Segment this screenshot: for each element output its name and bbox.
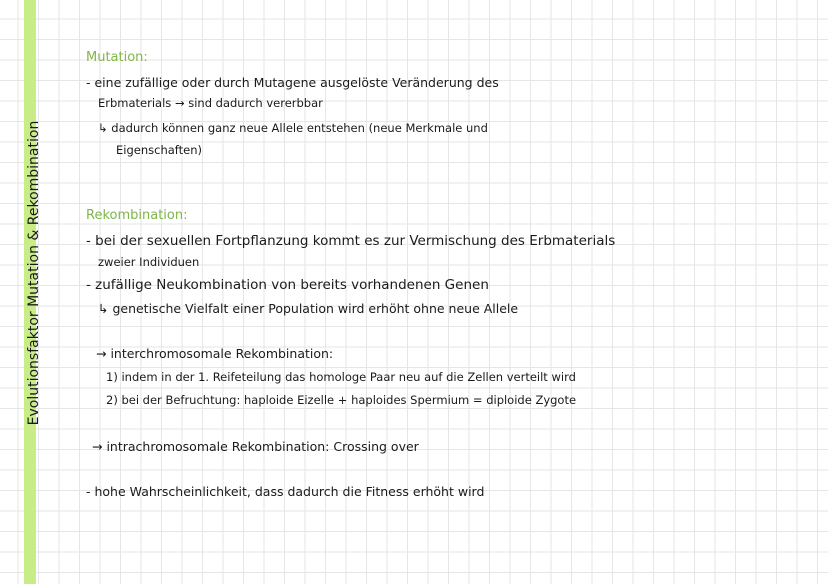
mutation-line: Erbmaterials → sind dadurch vererbbar [98,96,323,110]
mutation-line: ↳ dadurch können ganz neue Allele entstehen (neue Merkmale und [98,121,488,135]
mutation-line: - eine zufällige oder durch Mutagene ausgelöste Veränderung des [86,75,499,90]
rekombination-line: → interchromosomale Rekombination: [96,346,334,361]
mutation-heading: Mutation: [86,50,148,65]
rekombination-line: ↳ genetische Vielfalt einer Population wird erhöht ohne neue Allele [98,301,519,316]
rekombination-line: - bei der sexuellen Fortpflanzung kommt es zur Vermischung des Erbmaterials [86,233,616,249]
rekombination-line: 2) bei der Befruchtung: haploide Eizelle + haploides Spermium = diploide Zygote [106,393,577,407]
rekombination-line: zweier Individuen [98,255,200,269]
rekombination-heading: Rekombination: [86,208,188,223]
mutation-line: Eigenschaften) [116,143,202,157]
rekombination-line: 1) indem in der 1. Reifeteilung das homologe Paar neu auf die Zellen verteilt wird [106,370,576,384]
rekombination-line: - zufällige Neukombination von bereits vorhandenen Genen [86,277,489,293]
rekombination-line: → intrachromosomale Rekombination: Crossing over [92,439,419,454]
side-title: Evolutionsfaktor Mutation & Rekombination [26,120,42,426]
rekombination-line: - hohe Wahrscheinlichkeit, dass dadurch die Fitness erhöht wird [86,484,485,499]
